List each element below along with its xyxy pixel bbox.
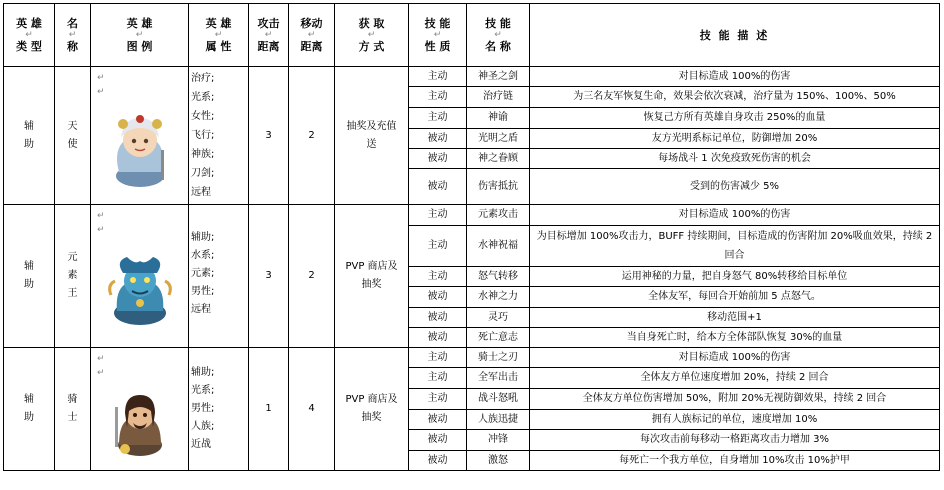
skill-type-cell: 被动 [409, 430, 467, 451]
skill-desc-cell: 运用神秘的力量，把自身怒气 80%转移给目标单位 [530, 267, 940, 287]
skill-type-cell: 被动 [409, 328, 467, 348]
hero-row [4, 67, 940, 87]
paragraph-mark: ↵ [367, 30, 376, 40]
skill-name-cell: 激怒 [467, 451, 530, 471]
paragraph-mark: ↵ [214, 30, 223, 40]
skill-name-cell: 怒气转移 [467, 267, 530, 287]
skill-name-cell: 伤害抵抗 [467, 169, 530, 205]
hero-attribute: 男性; [191, 403, 215, 414]
skill-type-cell: 主动 [409, 87, 467, 108]
hero-name-line: 天 [67, 120, 78, 132]
skill-desc-cell: 全体友方单位伤害增加 50%，附加 20%无视防御效果，持续 2 回合 [530, 389, 940, 410]
header-move-range [289, 4, 335, 67]
skill-type-cell: 主动 [409, 368, 467, 389]
header-attack-range-line1: 攻击 [257, 17, 280, 30]
header-acquire-line2: 方 式 [358, 40, 385, 53]
hero-attribute: 远程 [191, 187, 211, 198]
skill-name-cell: 灵巧 [467, 308, 530, 328]
skill-name-cell: 死亡意志 [467, 328, 530, 348]
hero-attribute: 神族; [191, 149, 215, 160]
skill-name-cell: 水神祝福 [467, 226, 530, 267]
skill-type-cell: 被动 [409, 149, 467, 169]
hero-attribute: 光系; [191, 92, 215, 103]
acquire-line: 送 [366, 138, 377, 150]
hero-name-cell [55, 348, 91, 471]
element-king-portrait-icon [105, 251, 175, 327]
skill-name-cell: 神圣之剑 [467, 67, 530, 87]
hero-type-cell [4, 348, 55, 471]
header-attributes [189, 4, 249, 67]
paragraph-mark: ↵ [97, 354, 105, 364]
hero-type-line: 助 [24, 279, 34, 290]
hero-type-cell [4, 67, 55, 205]
hero-row [4, 205, 940, 226]
skill-name-cell: 水神之力 [467, 287, 530, 308]
acquire-line: PVP 商店及 [345, 394, 398, 405]
skill-type-cell: 主动 [409, 226, 467, 267]
skill-type-cell: 主动 [409, 348, 467, 368]
hero-name-line: 士 [67, 412, 78, 423]
skill-desc-cell: 每次攻击前每移动一格距离攻击力增加 3% [530, 430, 940, 451]
header-skill-name-line1: 技 能 [485, 17, 511, 30]
skill-desc-cell: 拥有人族标记的单位，速度增加 10% [530, 410, 940, 430]
hero-name-line: 素 [67, 270, 78, 281]
header-skill-name [467, 4, 530, 67]
skill-name-cell: 战斗怒吼 [467, 389, 530, 410]
paragraph-marks [97, 71, 105, 99]
skill-name-cell: 人族迅捷 [467, 410, 530, 430]
skill-type-cell: 被动 [409, 451, 467, 471]
hero-attribute: 光系; [191, 385, 215, 396]
paragraph-mark: ↵ [25, 30, 33, 40]
hero-portrait-cell [91, 205, 189, 348]
skill-type-cell: 主动 [409, 205, 467, 226]
skill-desc-cell: 友方光明系标记单位，防御增加 20% [530, 129, 940, 149]
skill-name-cell: 光明之盾 [467, 129, 530, 149]
acquire-line: 抽奖 [361, 412, 382, 423]
hero-attribute: 辅助; [191, 232, 215, 243]
hero-attribute: 治疗; [191, 73, 215, 84]
header-hero-type-line2: 类 型 [16, 40, 42, 53]
header-attack-range-line2: 距离 [257, 40, 280, 53]
hero-attribute: 远程 [191, 304, 211, 315]
hero-name-line: 元 [67, 252, 78, 263]
header-skill-type-line2: 性 质 [424, 40, 451, 53]
hero-name-line: 王 [67, 288, 78, 299]
header-portrait-line1: 英 雄 [126, 17, 153, 30]
skill-desc-cell: 为目标增加 100%攻击力，BUFF 持续期间，目标造成的伤害附加 20%吸血效果，持续 2 回合 [530, 226, 940, 267]
acquire-cell [335, 67, 409, 205]
paragraph-marks [97, 209, 105, 237]
header-name-line1: 名 [67, 17, 78, 30]
skill-name-cell: 神谕 [467, 108, 530, 129]
hero-name-cell [55, 67, 91, 205]
skill-desc-cell: 受到的伤害减少 5% [530, 169, 940, 205]
skill-desc-cell: 每死亡一个我方单位，自身增加 10%攻击 10%护甲 [530, 451, 940, 471]
acquire-line: 抽奖及充值 [346, 120, 397, 132]
paragraph-mark: ↵ [494, 30, 502, 40]
hero-attribute: 刀剑; [191, 168, 215, 179]
move-range-cell: 4 [289, 348, 335, 471]
angel-portrait-icon [105, 110, 175, 188]
header-attack-range [249, 4, 289, 67]
skill-type-cell: 被动 [409, 169, 467, 205]
header-portrait [91, 4, 189, 67]
skill-name-cell: 全军出击 [467, 368, 530, 389]
skill-desc-cell: 全体友军，每回合开始前加 5 点怒气。 [530, 287, 940, 308]
skill-desc-cell: 对目标造成 100%的伤害 [530, 205, 940, 226]
header-skill-desc [530, 4, 940, 67]
hero-attribute: 元素; [191, 268, 215, 279]
skill-type-cell: 被动 [409, 287, 467, 308]
attack-range-cell: 1 [249, 348, 289, 471]
hero-type-line: 助 [24, 412, 34, 423]
paragraph-mark: ↵ [307, 30, 316, 40]
skill-type-cell: 被动 [409, 129, 467, 149]
hero-attribute: 近战 [191, 439, 211, 450]
paragraph-mark: ↵ [433, 30, 442, 40]
hero-portrait-cell [91, 348, 189, 471]
acquire-line: PVP 商店及 [345, 261, 398, 272]
header-skill-desc-text: 技 能 描 述 [699, 28, 770, 42]
hero-row [4, 348, 940, 368]
hero-portrait-cell [91, 67, 189, 205]
hero-attributes-cell [189, 348, 249, 471]
attack-range-cell: 3 [249, 205, 289, 348]
paragraph-mark: ↵ [68, 30, 77, 40]
hero-attribute: 飞行; [191, 130, 215, 141]
paragraph-mark: ↵ [97, 211, 105, 221]
hero-attributes-cell [189, 205, 249, 348]
skill-name-cell: 元素攻击 [467, 205, 530, 226]
hero-skill-table [3, 3, 940, 471]
move-range-cell: 2 [289, 67, 335, 205]
acquire-cell [335, 348, 409, 471]
skill-type-cell: 被动 [409, 410, 467, 430]
header-name-line2: 称 [67, 40, 78, 53]
hero-name-line: 使 [67, 138, 78, 150]
paragraph-mark: ↵ [97, 225, 105, 235]
hero-type-line: 辅 [24, 120, 34, 132]
header-hero-type [4, 4, 55, 67]
acquire-cell [335, 205, 409, 348]
header-move-range-line1: 移动 [300, 17, 323, 30]
paragraph-mark: ↵ [264, 30, 273, 40]
skill-desc-cell: 移动范围+1 [530, 308, 940, 328]
hero-type-line: 辅 [24, 394, 34, 405]
hero-attributes-cell [189, 67, 249, 205]
header-acquire [335, 4, 409, 67]
hero-type-line: 辅 [24, 261, 34, 272]
skill-name-cell: 骑士之刃 [467, 348, 530, 368]
header-skill-type [409, 4, 467, 67]
paragraph-mark: ↵ [97, 87, 105, 97]
hero-attribute: 辅助; [191, 367, 215, 378]
skill-type-cell: 主动 [409, 267, 467, 287]
hero-name-line: 骑 [67, 394, 78, 405]
hero-attribute: 水系; [191, 250, 215, 261]
hero-type-line: 助 [24, 138, 34, 150]
paragraph-mark: ↵ [135, 30, 144, 40]
skill-desc-cell: 对目标造成 100%的伤害 [530, 348, 940, 368]
header-attributes-line1: 英 雄 [205, 17, 232, 30]
hero-skill-table-wrapper [3, 3, 940, 471]
header-name [55, 4, 91, 67]
skill-desc-cell: 恢复己方所有英雄自身攻击 250%的血量 [530, 108, 940, 129]
header-row [4, 4, 940, 67]
skill-desc-cell: 每场战斗 1 次免疫致死伤害的机会 [530, 149, 940, 169]
skill-desc-cell: 当自身死亡时，给本方全体部队恢复 30%的血量 [530, 328, 940, 348]
header-acquire-line1: 获 取 [358, 17, 385, 30]
skill-desc-cell: 为三名友军恢复生命，效果会依次衰减，治疗量为 150%、100%、50% [530, 87, 940, 108]
hero-type-cell [4, 205, 55, 348]
hero-name-cell [55, 205, 91, 348]
header-portrait-line2: 图 例 [126, 40, 153, 53]
paragraph-mark: ↵ [97, 73, 105, 83]
header-attributes-line2: 属 性 [205, 40, 232, 53]
paragraph-mark: ↵ [97, 368, 105, 378]
acquire-line: 抽奖 [361, 279, 382, 290]
skill-type-cell: 被动 [409, 308, 467, 328]
header-skill-type-line1: 技 能 [424, 17, 451, 30]
header-move-range-line2: 距离 [300, 40, 323, 53]
header-skill-name-line2: 名 称 [485, 40, 511, 53]
skill-name-cell: 冲锋 [467, 430, 530, 451]
attack-range-cell: 3 [249, 67, 289, 205]
hero-attribute: 男性; [191, 286, 215, 297]
header-hero-type-line1: 英 雄 [16, 17, 42, 30]
skill-desc-cell: 对目标造成 100%的伤害 [530, 67, 940, 87]
hero-attribute: 人族; [191, 421, 215, 432]
knight-portrait-icon [107, 387, 173, 457]
skill-type-cell: 主动 [409, 108, 467, 129]
skill-desc-cell: 全体友方单位速度增加 20%，持续 2 回合 [530, 368, 940, 389]
skill-name-cell: 神之眷顾 [467, 149, 530, 169]
skill-type-cell: 主动 [409, 389, 467, 410]
skill-name-cell: 治疗链 [467, 87, 530, 108]
move-range-cell: 2 [289, 205, 335, 348]
hero-attribute: 女性; [191, 111, 215, 122]
skill-type-cell: 主动 [409, 67, 467, 87]
paragraph-marks [97, 352, 105, 380]
